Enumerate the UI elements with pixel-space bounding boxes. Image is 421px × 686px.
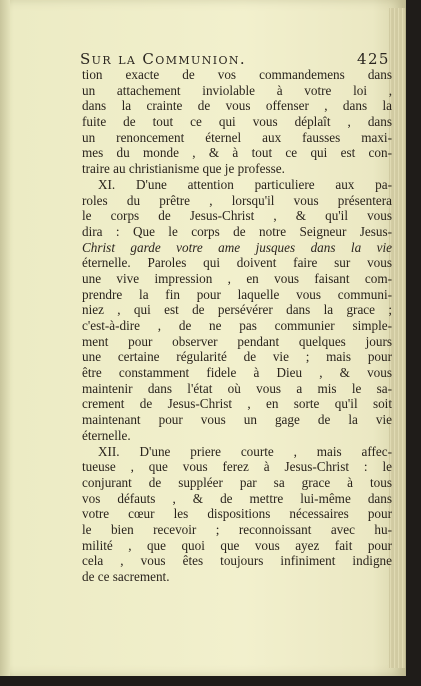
text-line: un renoncement éternel aux fausses maxi-	[82, 129, 392, 145]
text-line: votre cœur les dispositions nécessaires pour	[82, 506, 392, 522]
text-line: c'est-à-dire , de ne pas communier simple-	[82, 318, 392, 333]
text-line: roles du prêtre , lorsqu'il vous présentera	[82, 192, 392, 208]
text-line: milité , que quoi que vous ayez fait pour	[82, 537, 392, 553]
text-line: dira : Que le corps de notre Seigneur Jesus-	[82, 223, 392, 239]
text-line: éternelle.	[82, 427, 131, 443]
text-line: XI. D'une attention particuliere aux pa-	[98, 176, 392, 192]
text-line: le bien recevoir ; reconnoissant avec hu-	[82, 521, 392, 537]
running-title: Sur la Communion.	[80, 50, 247, 68]
text-line: le corps de Jesus-Christ , & qu'il vous	[82, 208, 392, 224]
page-gutter	[0, 0, 10, 676]
text-line: XII. D'une priere courte , mais affec-	[98, 443, 392, 459]
text-line: tion exacte de vos commandemens dans	[82, 67, 392, 82]
text-line: un attachement inviolable à votre loi ,	[82, 82, 392, 98]
text-line: dans la crainte de vous offenser , dans la	[82, 98, 392, 114]
body-text	[82, 67, 392, 585]
text-line: une vive impression , en vous faisant com-	[82, 270, 392, 286]
text-line: conjurant de suppléer par sa grace à tous	[82, 474, 392, 490]
text-line: niez , qui est de persévérer dans la grace ;	[82, 302, 392, 318]
text-line: maintenir dans l'état où vous a mis le sa-	[82, 380, 392, 396]
text-line: être constamment fidele à Dieu , & vous	[82, 365, 392, 381]
text-line: crement de Jesus-Christ , en sorte qu'il soit	[82, 396, 392, 412]
text-line: une certaine régularité de vie ; mais pour	[82, 349, 392, 365]
text-line: tueuse , que vous ferez à Jesus-Christ : le	[82, 459, 392, 475]
text-line: éternelle. Paroles qui doivent faire sur vous	[82, 255, 392, 271]
text-line: maintenant pour vous un gage de la vie	[82, 412, 392, 428]
text-line: prendre la fin pour laquelle vous communi-	[82, 286, 392, 302]
page-number: 425	[357, 50, 390, 68]
text-line: cela , vous êtes toujours infiniment indigne	[82, 553, 392, 569]
text-line: vos défauts , & de mettre lui-même dans	[82, 490, 392, 506]
text-line: Christ garde votre ame jusques dans la vie	[82, 239, 392, 255]
text-line: mes du monde , & à tout ce qui est con-	[82, 145, 392, 161]
running-head	[80, 50, 400, 68]
text-line: traire au christianisme que je professe.	[82, 161, 285, 177]
text-line: ment pour observer pendant quelques jours	[82, 333, 392, 349]
text-line: fuite de tout ce qui vous déplaît , dans	[82, 114, 392, 130]
text-line: de ce sacrement.	[82, 569, 170, 584]
